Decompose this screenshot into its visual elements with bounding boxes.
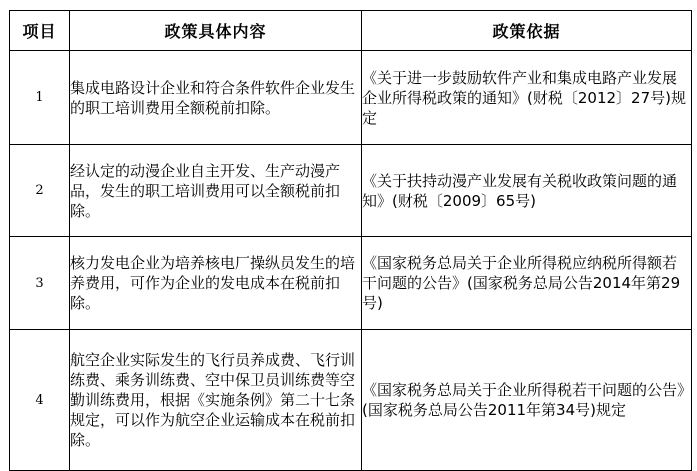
- policy-basis-cell: 《关于扶持动漫产业发展有关税收政策问题的通知》(财税〔2009〕65号): [362, 145, 692, 237]
- row-index: 1: [10, 51, 70, 145]
- policy-content-cell: 集成电路设计企业和符合条件软件企业发生的职工培训费用全额税前扣除。: [70, 51, 362, 145]
- policy-content-cell: 经认定的动漫企业自主开发、生产动漫产品，发生的职工培训费用可以全额税前扣除。: [70, 145, 362, 237]
- policy-content-cell: 核力发电企业为培养核电厂操纵员发生的培养费用，可作为企业的发电成本在税前扣除。: [70, 237, 362, 330]
- header-policy-content: 政策具体内容: [70, 11, 362, 51]
- row-index: 2: [10, 145, 70, 237]
- policy-basis-cell: 《关于进一步鼓励软件产业和集成电路产业发展企业所得税政策的通知》(财税〔2012〕27号)规定: [362, 51, 692, 145]
- policy-basis-cell: 《国家税务总局关于企业所得税应纳税所得额若干问题的公告》(国家税务总局公告2014年第29号): [362, 237, 692, 330]
- header-item: 项目: [10, 11, 70, 51]
- policy-content-cell: 航空企业实际发生的飞行员养成费、飞行训练费、乘务训练费、空中保卫员训练费等空勤训练费用，根据《实施条例》第二十七条规定，可以作为航空企业运输成本在税前扣除。: [70, 330, 362, 471]
- table-row: [10, 330, 692, 471]
- table-row: [10, 51, 692, 145]
- row-index: 4: [10, 330, 70, 471]
- policy-basis-cell: 《国家税务总局关于企业所得税若干问题的公告》(国家税务总局公告2011年第34号)规定: [362, 330, 692, 471]
- header-policy-basis: 政策依据: [362, 11, 692, 51]
- table-row: [10, 145, 692, 237]
- row-index: 3: [10, 237, 70, 330]
- table-row: [10, 237, 692, 330]
- header-row: [10, 11, 692, 51]
- policy-table: [9, 10, 692, 471]
